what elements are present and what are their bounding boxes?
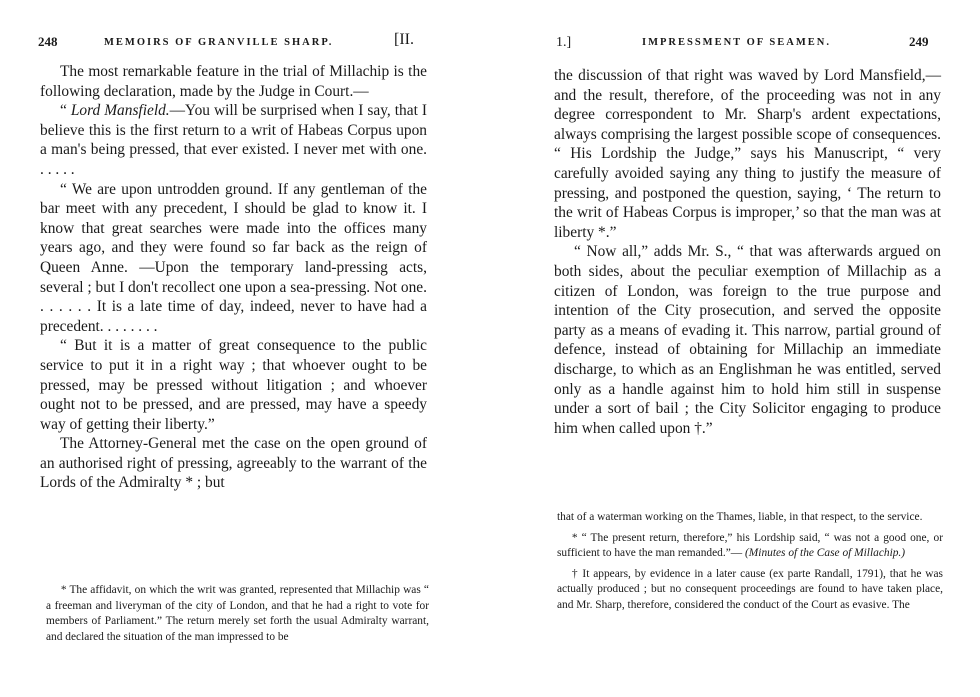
paragraph-rest: —You will be surprised when I say, that I believe this is the first return to a writ of Habeas Corpus upon a man's being pressed, that ever existed. I never met with one. . . . . . <box>40 102 427 178</box>
paragraph: “ Lord Mansfield.—You will be surprised when I say, that I believe this is the first return to a writ of Habeas Corpus upon a man's being pressed, that ever existed. I never met with one. . . . . . <box>40 102 427 178</box>
footnote-continued: that of a waterman working on the Thames, liable, in that respect, to the service. <box>557 511 923 523</box>
footnote-star-text: * “ The present return, therefore,” his Lordship said, “ was not a good one, or sufficient to have the man remanded.”— <box>557 531 943 560</box>
speaker-name: Lord Mansfield. <box>70 102 170 120</box>
footnote-text: * The affidavit, on which the writ was granted, represented that Millachip was “ a freeman and liveryman of the city of London, and that he had a right to vote for members of Parliament.” The return merely set forth the usual Admiralty warrant, and declared the situation of the man impressed to be <box>46 584 429 643</box>
left-body <box>40 62 427 493</box>
paragraph: the discussion of that right was waved by Lord Mansfield,—and the result, therefore, of the proceeding was not in any degree correspondent to Mr. Sharp's ardent expectations, always comprising the largest possible scope of consequences. “ His Lordship the Judge,” says his Manuscript, “ very carefully avoided saying any thing to justify the measure of pressing, and postponed the question, saying, ‘ The return to the writ of Habeas Corpus is improper,’ so that the man was at liberty *.” <box>554 67 941 241</box>
footnote-dagger: † It appears, by evidence in a later cause (ex parte Randall, 1791), that he was actually produced ; but no consequent proceedings are found to have taken place, and Mr. Sharp, therefore, considered the conduct of the Court as evasive. The <box>557 567 943 611</box>
right-page-number: 249 <box>909 34 929 49</box>
left-page-number: 248 <box>38 34 58 49</box>
left-footnote <box>46 583 429 645</box>
paragraph: “ But it is a matter of great consequence to the public service to put it in a right way ; that whoever ought to be pressed, may be pressed without litigation ; and whoever ought not to be pressed, and are pressed, may have a speedy way of getting their liberty.” <box>40 337 427 433</box>
right-footnotes <box>557 510 943 614</box>
paragraph: “ Now all,” adds Mr. S., “ that was afterwards argued on both sides, about the peculiar exemption of Millachip as a citizen of London, was foreign to the true purpose and intention of the City prosecution, and served the opposite party as a means of evading it. This narrow, partial ground of defence, instead of obtaining for Millachip an immediate discharge, to which as an Englishman he was entitled, served only as a handle against him to hold him still in suspense under a sort of bail ; the City Solicitor engaging to produce him when called upon †.” <box>554 243 941 437</box>
footnote-star-source: (Minutes of the Case of Millachip.) <box>745 547 906 560</box>
left-running-head: MEMOIRS OF GRANVILLE SHARP. <box>104 37 334 48</box>
right-part-mark: 1.] <box>556 35 572 50</box>
right-running-head: IMPRESSMENT OF SEAMEN. <box>642 37 831 48</box>
paragraph: “ We are upon untrodden ground. If any gentleman of the bar meet with any precedent, I should be glad to know it. I know that great searches were made into the offices many years ago, and they were found so far back as the reign of Queen Anne. —Upon the temporary land-pressing acts, several ; but I don't recollect one upon a sea-pressing. Not one. . . . . . . It is a late time of day, indeed, never to have had a precedent. . . . . . . . <box>40 180 427 335</box>
left-page <box>0 0 470 697</box>
paragraph: The most remarkable feature in the trial of Millachip is the following declaration, made by the Judge in Court.— <box>40 63 427 100</box>
paragraph: The Attorney-General met the case on the open ground of an authorised right of pressing, agreeably to the warrant of the Lords of the Admiralty * ; but <box>40 435 427 492</box>
footnote-star <box>557 531 943 562</box>
right-page <box>490 0 980 697</box>
left-part-mark: [II. <box>394 31 414 48</box>
right-body <box>554 66 941 438</box>
